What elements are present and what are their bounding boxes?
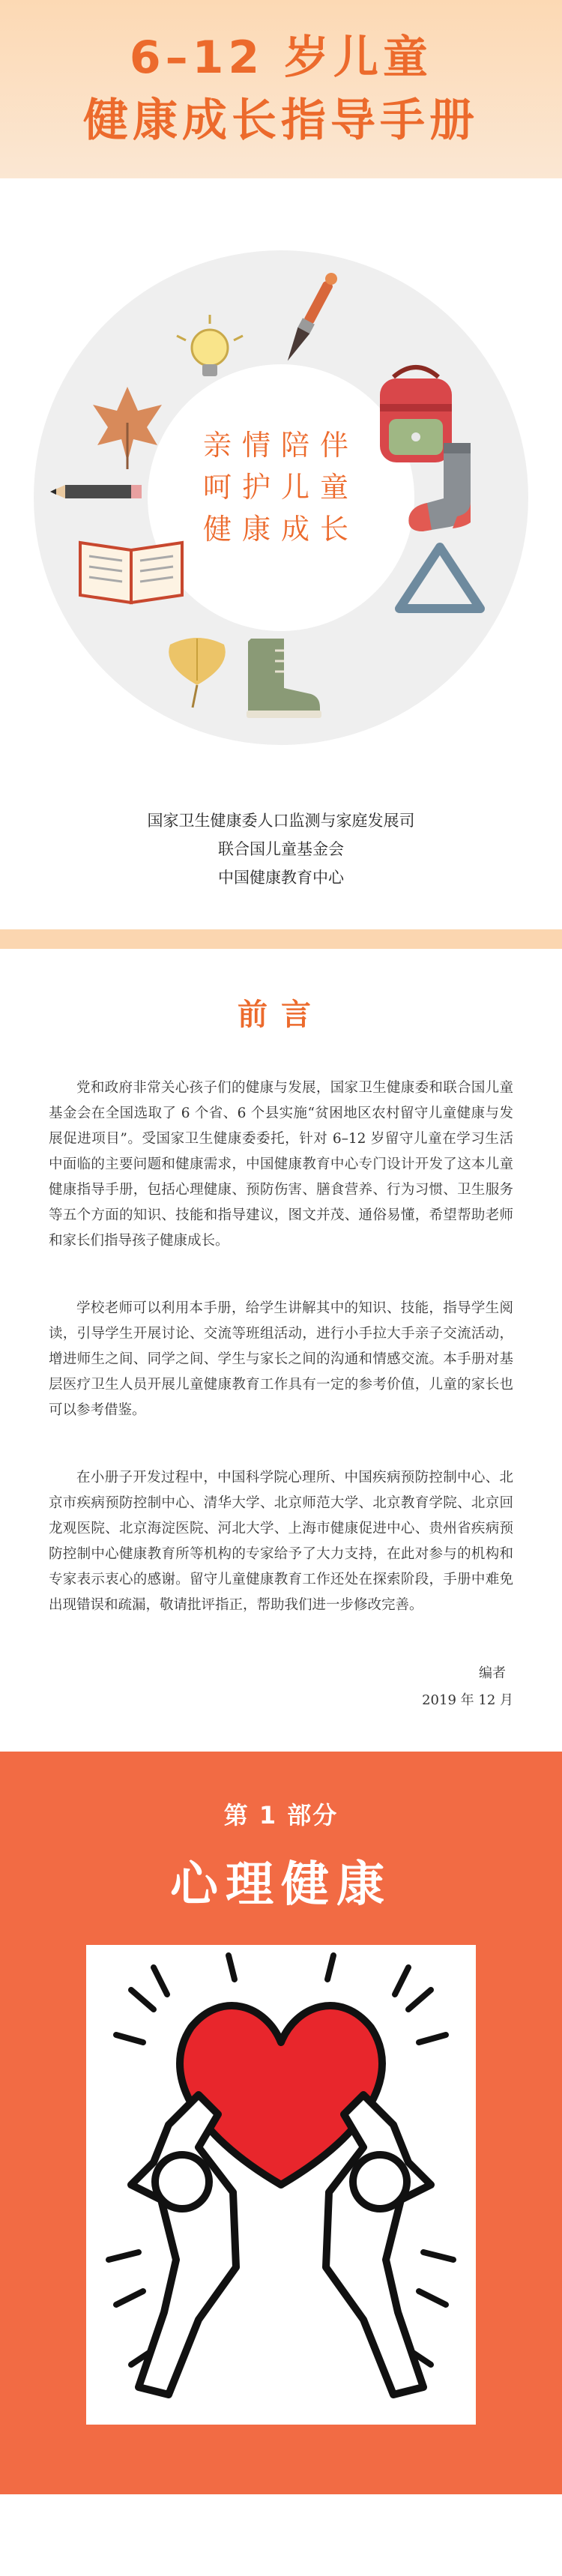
org-line-2: 联合国儿童基金会: [218, 840, 344, 858]
pencil-icon: [50, 485, 142, 498]
divider-band: [0, 929, 562, 949]
preface: [0, 949, 562, 1752]
motto-line-1: 亲情陪伴: [202, 429, 359, 462]
preface-paragraph-3: 在小册子开发过程中，中国科学院心理所、中国疾病预防控制中心、北京市疾病预防控制中心、清华大学、北京师范大学、北京教育学院、北京回龙观医院、北京海淀医院、河北大学、上海市健康促进中心、贵州省疾病预防控制中心健康教育所等机构的专家给予了大力支持，在此对参与的机构和专家表示衷心的感谢。留守儿童健康教育工作还处在探索阶段，手册中难免出现错误和疏漏，敬请批评指正，帮助我们进一步修改完善。: [49, 1470, 513, 1613]
preface-title: 前言: [238, 998, 324, 1032]
preface-paragraph-1: 党和政府非常关心孩子们的健康与发展，国家卫生健康委和联合国儿童基金会在全国选取了 6 个省、6 个县实施“贫困地区农村留守儿童健康与发展促进项目”。受国家卫生健康委委托，针对 6–12 岁留守儿童在学习生活中面临的主要问题和健康需求，中国健康教育中心专门设计开发了这本儿童健康指导手册，包括心理健康、预防伤害、膳食营养、行为习惯、卫生服务等五个方面的知识、技能和指导建议，图文并茂、通俗易懂，希望帮助老师和家长们指导孩子健康成长。: [49, 1080, 513, 1249]
heart-figures-icon: [86, 1945, 476, 2425]
part-label: 第 1 部分: [223, 1801, 339, 1830]
org-line-1: 国家卫生健康委人口监测与家庭发展司: [147, 812, 415, 830]
editor-label: 编者: [479, 1665, 506, 1681]
title-line-1: 6–12 岁儿童: [129, 31, 433, 84]
date-label: 2019 年 12 月: [422, 1692, 513, 1708]
motto: [169, 424, 393, 550]
organizations: [0, 806, 562, 892]
cover: [0, 178, 562, 929]
open-book-icon: [80, 543, 182, 603]
header: [0, 0, 562, 178]
title-line-2: 健康成长指导手册: [83, 94, 479, 147]
part-1-section: [0, 1752, 562, 2494]
part-title: 心理健康: [170, 1857, 392, 1913]
org-line-3: 中国健康教育中心: [218, 869, 344, 887]
signature: [49, 1660, 513, 1714]
motto-line-3: 健康成长: [202, 513, 359, 546]
motto-line-2: 呵护儿童: [202, 471, 359, 504]
preface-paragraph-2: 学校老师可以利用本手册，给学生讲解其中的知识、技能，指导学生阅读，引导学生开展讨论、交流等班组活动，进行小手拉大手亲子交流活动，增进师生之间、同学之间、学生与家长之间的沟通和情感交流。本手册对基层医疗卫生人员开展儿童健康教育工作具有一定的参考价值，儿童的家长也可以参考借鉴。: [49, 1300, 513, 1418]
